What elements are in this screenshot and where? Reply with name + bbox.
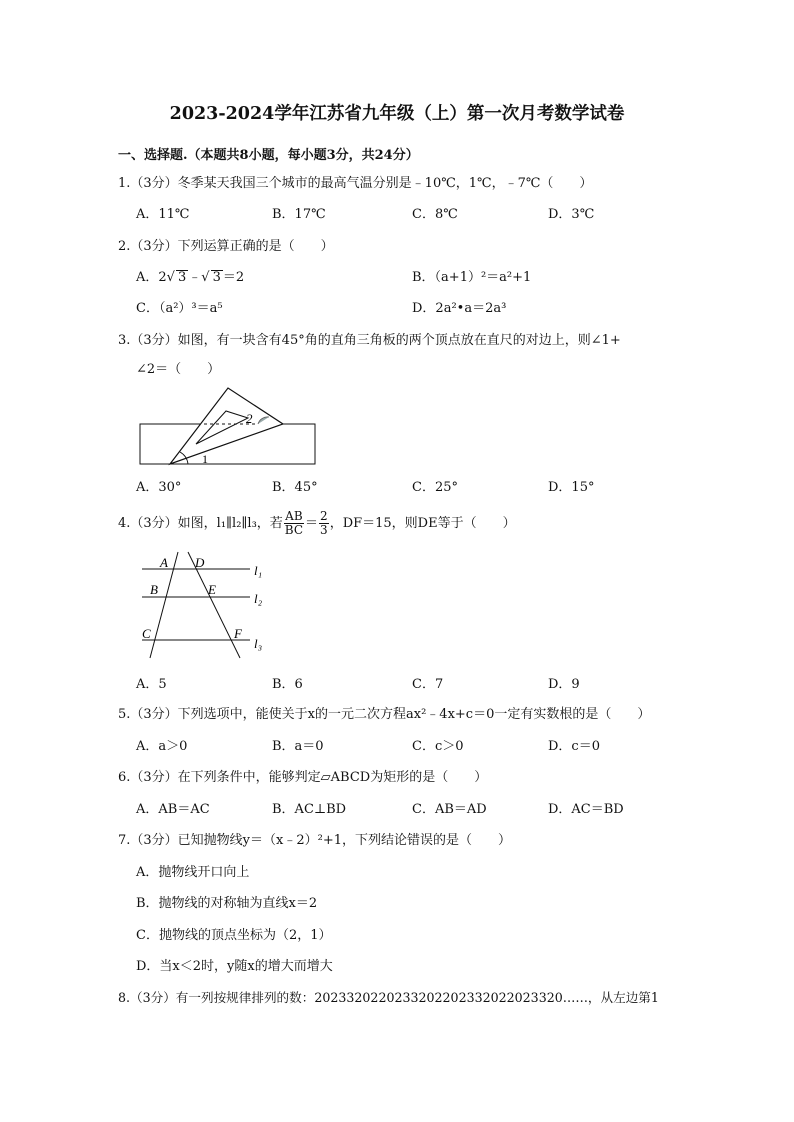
q3-option-a: A．30° — [136, 480, 182, 495]
q3-figure-ruler-triangle — [138, 380, 318, 470]
q7-option-a: A．抛物线开口向上 — [136, 865, 250, 880]
point-f-label: F — [234, 626, 242, 641]
q1-option-b: B．17℃ — [272, 207, 326, 222]
sqrt-symbol: √ — [166, 270, 175, 285]
q4-equals: ＝ — [305, 516, 319, 531]
q6-stem: 6.（3分）在下列条件中，能够判定▱ABCD为矩形的是（ ） — [118, 770, 488, 785]
q1-option-d: D．3℃ — [548, 207, 595, 222]
section-heading: 一、选择题.（本题共8小题，每小题3分，共24分） — [118, 148, 419, 163]
exam-title: 2023-2024学年江苏省九年级（上）第一次月考数学试卷 — [169, 104, 625, 124]
q6-option-b: B．AC⊥BD — [272, 802, 347, 817]
q6-option-d: D．AC＝BD — [548, 802, 624, 817]
q4-option-a: A．5 — [136, 677, 167, 692]
q4-frac2-num: 2 — [320, 509, 328, 523]
q6-option-c: C．AB＝AD — [412, 802, 487, 817]
q1-option-c: C．8℃ — [412, 207, 458, 222]
q7-option-c: C．抛物线的顶点坐标为（2，1） — [136, 928, 332, 943]
q7-option-d: D．当x＜2时，y随x的增大而增大 — [136, 959, 333, 974]
q5-option-a: A．a＞0 — [136, 739, 188, 754]
q2-a-minus: ﹣ — [188, 270, 202, 285]
line-l3-label: l₃ — [254, 636, 263, 651]
q3-option-c: C．25° — [412, 480, 458, 495]
q2-a-radicand-2: 3 — [212, 270, 221, 285]
q5-stem: 5.（3分）下列选项中，能使关于x的一元二次方程ax²﹣4x+c＝0一定有实数根的是（ ） — [118, 707, 651, 722]
q3-option-d: D．15° — [548, 480, 595, 495]
q4-option-c: C．7 — [412, 677, 444, 692]
point-c-label: C — [142, 626, 151, 641]
q4-fraction-ab-bc — [284, 510, 304, 537]
q2-option-c: C．（a²）³＝a⁵ — [136, 301, 223, 316]
q2-stem: 2.（3分）下列运算正确的是（ ） — [118, 239, 334, 254]
q2-a-radicand-1: 3 — [177, 270, 187, 285]
q4-option-d: D．9 — [548, 677, 580, 692]
q7-stem: 7.（3分）已知抛物线y＝（x﹣2）²+1，下列结论错误的是（ ） — [118, 833, 511, 848]
q2-a-result: ＝2 — [222, 270, 245, 285]
q4-frac1-num: AB — [285, 509, 303, 523]
q8-stem: 8.（3分）有一列按规律排列的数：2023320220233202202332022023320……，从左边第1 — [118, 990, 659, 1005]
q5-option-b: B．a＝0 — [272, 739, 324, 754]
point-e-label: E — [208, 582, 216, 597]
line-l2-label: l₂ — [254, 591, 263, 606]
q2-option-b: B．（a+1）²＝a²+1 — [412, 270, 532, 285]
q4-stem — [118, 508, 516, 540]
angle-1-label: 1 — [202, 452, 208, 466]
line-l1-label: l₁ — [254, 563, 263, 578]
q4-figure-parallel-lines — [138, 548, 278, 660]
point-b-label: B — [150, 582, 158, 597]
q3-stem-line2: ∠2＝（ ） — [136, 362, 221, 377]
q4-stem-prefix: 4.（3分）如图，l₁∥l₂∥l₃，若 — [118, 516, 283, 531]
q2-a-prefix: A．2 — [136, 270, 167, 285]
sqrt-symbol: √ — [201, 270, 210, 285]
q2-option-a — [136, 270, 244, 286]
q7-option-b: B．抛物线的对称轴为直线x＝2 — [136, 896, 318, 911]
q4-frac2-den: 3 — [320, 523, 328, 537]
q5-option-c: C．c＞0 — [412, 739, 464, 754]
point-d-label: D — [195, 555, 205, 570]
q4-frac1-den: BC — [284, 523, 304, 537]
point-a-label: A — [160, 555, 168, 570]
q4-fraction-2-3 — [319, 510, 329, 537]
q1-option-a: A．11℃ — [136, 207, 190, 222]
q4-stem-suffix: ，DF＝15，则DE等于（ ） — [329, 516, 516, 531]
q1-stem: 1.（3分）冬季某天我国三个城市的最高气温分别是﹣10℃，1℃，﹣7℃（ ） — [118, 176, 593, 191]
angle-2-label: 2 — [246, 411, 253, 426]
q6-option-a: A．AB＝AC — [136, 802, 210, 817]
q3-stem-line1: 3.（3分）如图，有一块含有45°角的直角三角板的两个顶点放在直尺的对边上，则∠1+ — [118, 333, 621, 348]
q4-option-b: B．6 — [272, 677, 303, 692]
q2-option-d: D．2a²•a＝2a³ — [412, 301, 507, 316]
q5-option-d: D．c＝0 — [548, 739, 600, 754]
q3-option-b: B．45° — [272, 480, 318, 495]
